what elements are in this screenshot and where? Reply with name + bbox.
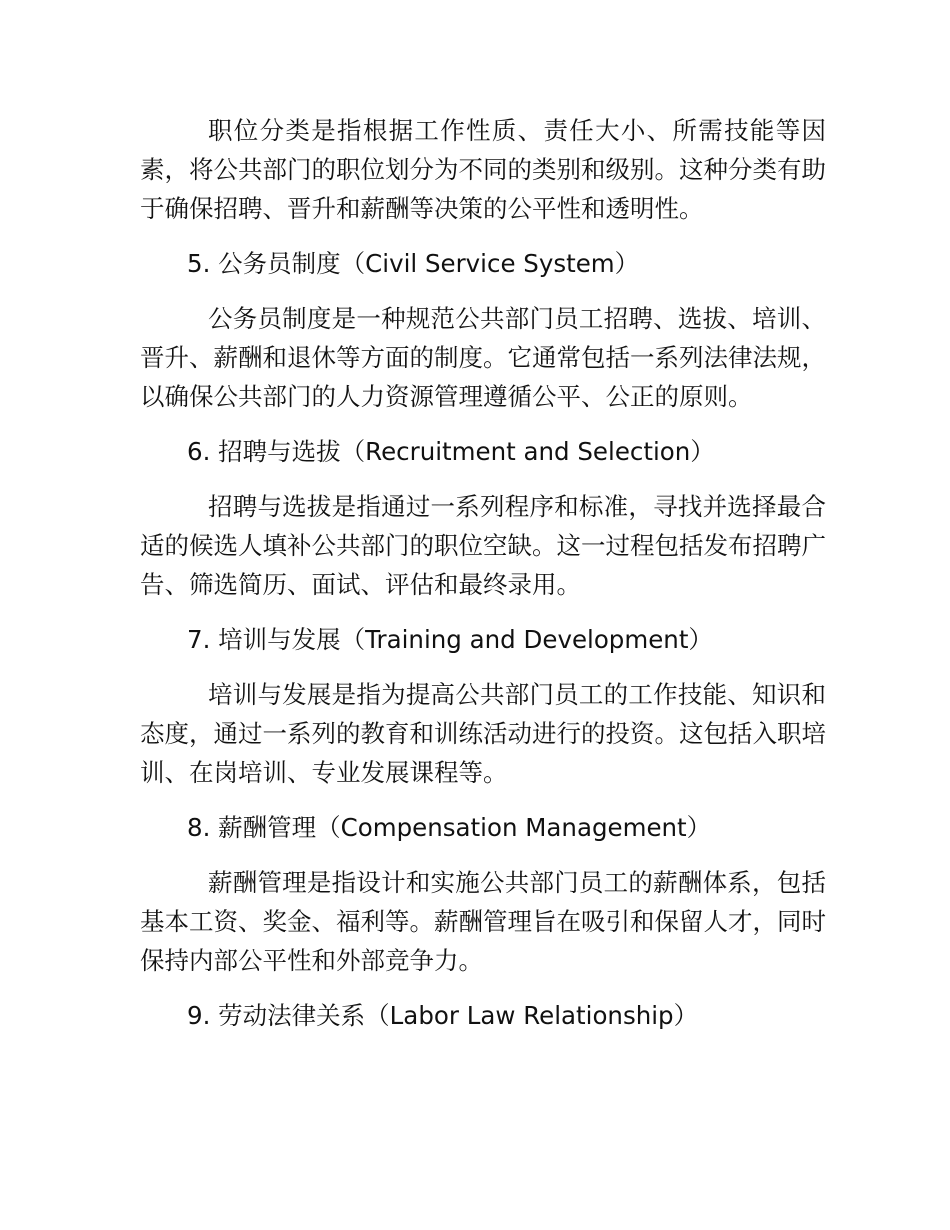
paragraph-position-classification: 职位分类是指根据工作性质、责任大小、所需技能等因素，将公共部门的职位划分为不同的类别和级别。这种分类有助于确保招聘、晋升和薪酬等决策的公平性和透明性。 [140, 116, 826, 223]
section-heading-training: 7. 培训与发展（Training and Development） [187, 625, 713, 654]
section-heading-recruitment: 6. 招聘与选拔（Recruitment and Selection） [187, 437, 715, 466]
paragraph-civil-service: 公务员制度是一种规范公共部门员工招聘、选拔、培训、晋升、薪酬和退休等方面的制度。它通常包括一系列法律法规，以确保公共部门的人力资源管理遵循公平、公正的原则。 [140, 304, 826, 411]
paragraph-compensation: 薪酬管理是指设计和实施公共部门员工的薪酬体系，包括基本工资、奖金、福利等。薪酬管理旨在吸引和保留人才，同时保持内部公平性和外部竞争力。 [140, 868, 826, 975]
paragraph-recruitment: 招聘与选拔是指通过一系列程序和标准，寻找并选择最合适的候选人填补公共部门的职位空缺。这一过程包括发布招聘广告、筛选简历、面试、评估和最终录用。 [140, 492, 826, 599]
section-heading-compensation: 8. 薪酬管理（Compensation Management） [187, 813, 712, 842]
document-body [140, 111, 826, 1051]
section-heading-labor-law: 9. 劳动法律关系（Labor Law Relationship） [187, 1001, 699, 1030]
section-heading-civil-service: 5. 公务员制度（Civil Service System） [187, 249, 640, 278]
paragraph-training: 培训与发展是指为提高公共部门员工的工作技能、知识和态度，通过一系列的教育和训练活动进行的投资。这包括入职培训、在岗培训、专业发展课程等。 [140, 680, 826, 787]
